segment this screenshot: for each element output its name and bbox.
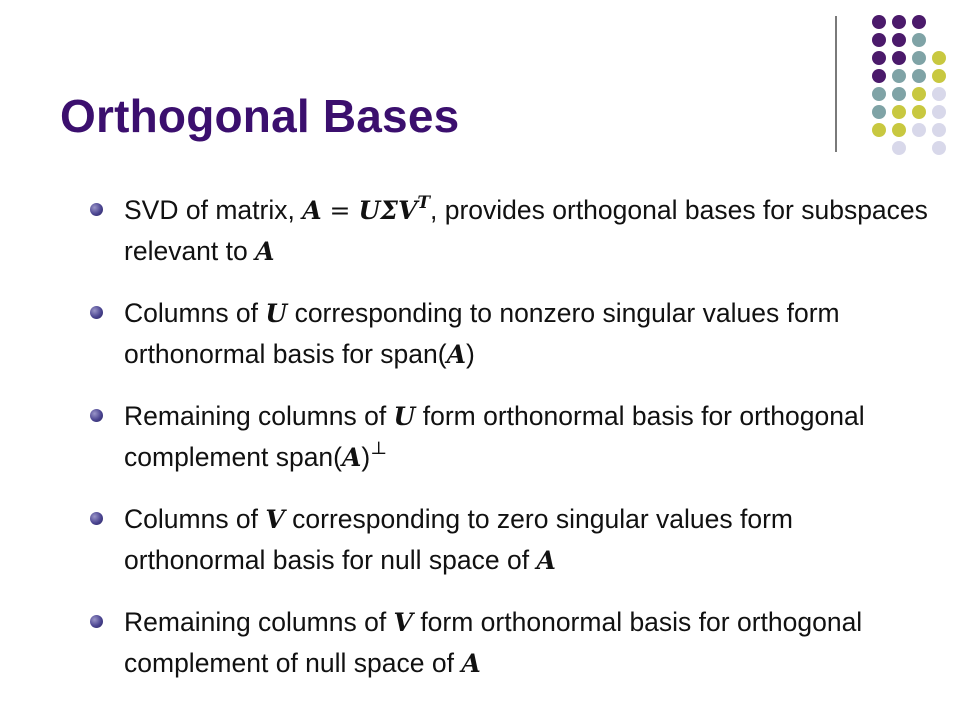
bullet-text: Columns of — [124, 298, 266, 328]
math-equals: = — [321, 196, 359, 225]
decorative-dot — [912, 15, 926, 29]
bullet-marker-icon — [90, 512, 103, 525]
decorative-dot — [892, 33, 906, 47]
math-A: A — [302, 196, 322, 225]
decorative-dot — [892, 123, 906, 137]
bullet-marker-icon — [90, 615, 103, 628]
bullet-text: corresponding to zero singular values form orthonormal basis for null space of — [124, 504, 793, 575]
bullet-remaining-v — [90, 602, 930, 684]
decorative-dot — [932, 123, 946, 137]
math-V: V — [265, 505, 285, 534]
decorative-dot — [932, 141, 946, 155]
decorative-dot — [872, 15, 886, 29]
decorative-dot — [872, 123, 886, 137]
bullet-text: corresponding to nonzero singular values form orthonormal basis for span( — [124, 298, 840, 369]
slide-title: Orthogonal Bases — [60, 90, 460, 142]
bullet-remaining-u — [90, 396, 930, 478]
bullet-text: SVD of matrix, — [124, 195, 303, 225]
math-A: A — [536, 546, 556, 575]
bullet-text: form orthonormal basis for orthogonal complement span( — [124, 401, 865, 472]
bullet-svd — [90, 190, 930, 272]
decorative-dot — [912, 33, 926, 47]
decorative-dot — [912, 87, 926, 101]
decorative-dot — [892, 141, 906, 155]
bullet-text: form orthonormal basis for orthogonal complement of null space of — [124, 607, 863, 678]
math-A: A — [255, 237, 275, 266]
math-A: A — [342, 443, 362, 472]
decorative-dot — [932, 87, 946, 101]
bullet-marker-icon — [90, 306, 103, 319]
math-U: U — [393, 402, 416, 431]
bullet-text: Remaining columns of — [124, 401, 394, 431]
math-U: U — [265, 299, 288, 328]
decorative-dot — [872, 87, 886, 101]
decorative-dot — [872, 69, 886, 83]
math-perp: ⊥ — [370, 438, 388, 459]
decorative-dot — [892, 87, 906, 101]
decorative-dot — [872, 51, 886, 65]
decorative-dot — [912, 123, 926, 137]
bullet-columns-u — [90, 293, 930, 375]
decorative-dot — [912, 69, 926, 83]
math-A: A — [446, 340, 466, 369]
bullet-columns-v — [90, 499, 930, 581]
bullet-list — [90, 190, 930, 705]
decorative-dot — [932, 105, 946, 119]
math-U: U — [358, 196, 381, 225]
decorative-dot — [892, 105, 906, 119]
decorative-dot — [892, 51, 906, 65]
decorative-dot — [872, 33, 886, 47]
bullet-text: ) — [361, 442, 371, 472]
decorative-dot — [872, 105, 886, 119]
bullet-text: Columns of — [124, 504, 266, 534]
bullet-text: , provides orthogonal bases for subspaces relevant to — [124, 195, 928, 266]
decorative-dot — [912, 105, 926, 119]
math-V: V — [397, 196, 418, 225]
math-V: V — [393, 608, 413, 637]
decorative-dot — [932, 51, 946, 65]
decorative-dot — [892, 69, 906, 83]
bullet-marker-icon — [90, 203, 103, 216]
math-transpose: T — [417, 193, 430, 213]
decorative-dot — [912, 51, 926, 65]
bullet-text: ) — [465, 339, 475, 369]
math-A: A — [461, 649, 481, 678]
divider-line — [835, 16, 837, 152]
bullet-marker-icon — [90, 409, 103, 422]
bullet-text: Remaining columns of — [124, 607, 394, 637]
math-sigma: Σ — [380, 196, 398, 225]
decorative-dot — [892, 15, 906, 29]
decorative-dot — [932, 69, 946, 83]
